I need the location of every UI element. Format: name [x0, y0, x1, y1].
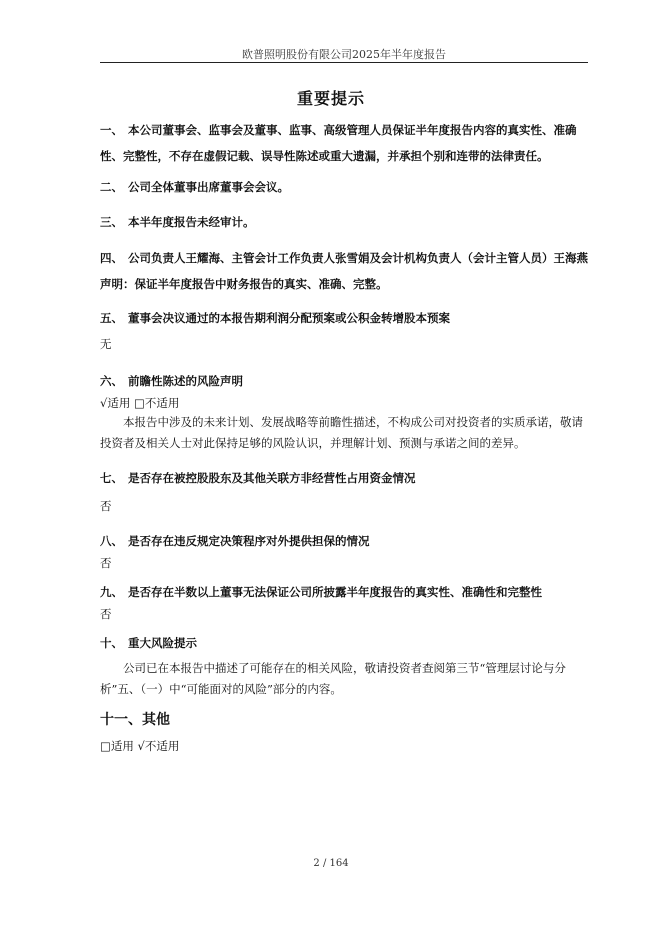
page-number: 2 / 164 — [313, 858, 349, 869]
item-9-answer: 否 — [100, 607, 112, 621]
item-3 — [100, 209, 592, 235]
item-text: 其他 — [142, 712, 170, 728]
item-text: 重大风险提示 — [128, 636, 197, 650]
item-text: 前瞻性陈述的风险声明 — [128, 374, 243, 388]
item-text: 公司负责人王耀海、主管会计工作负责人张雪娟及会计机构负责人（会计主管人员）王海燕声明：保证半年度报告中财务报告的真实、准确、完整。 — [100, 251, 588, 291]
item-number: 七、 — [100, 471, 123, 485]
item-text: 是否存在违反规定决策程序对外提供担保的情况 — [128, 534, 370, 548]
item-text: 本半年度报告未经审计。 — [128, 215, 255, 229]
item-text: 是否存在半数以上董事无法保证公司所披露半年度报告的真实性、准确性和完整性 — [128, 585, 542, 599]
item-number: 八、 — [100, 534, 123, 548]
item-number: 六、 — [100, 374, 123, 388]
item-text: 是否存在被控股股东及其他关联方非经营性占用资金情况 — [128, 471, 416, 485]
item-8-answer: 否 — [100, 556, 112, 570]
item-2 — [100, 174, 592, 200]
item-10-detail: 公司已在本报告中描述了可能存在的相关风险，敬请投资者查阅第三节“管理层讨论与分析”五、（一）中“可能面对的风险”部分的内容。 — [100, 661, 566, 696]
item-6-detail: 本报告中涉及的未来计划、发展战略等前瞻性描述，不构成公司对投资者的实质承诺，敬请投资者及相关人士对此保持足够的风险认识，并理解计划、预测与承诺之间的差异。 — [100, 415, 583, 450]
item-number: 三、 — [100, 215, 123, 229]
page-header: 欧普照明股份有限公司2025年半年度报告 — [242, 48, 446, 61]
item-1 — [100, 117, 592, 169]
item-6-answer: √适用 □不适用 — [100, 396, 180, 410]
item-4 — [100, 245, 592, 297]
item-text: 公司全体董事出席董事会会议。 — [128, 180, 289, 194]
item-5 — [100, 305, 592, 331]
item-number: 五、 — [100, 311, 123, 325]
item-number: 九、 — [100, 585, 123, 599]
item-number: 一、 — [100, 123, 123, 137]
item-10 — [100, 630, 592, 656]
item-text: 董事会决议通过的本报告期利润分配预案或公积金转增股本预案 — [128, 311, 450, 325]
item-number: 二、 — [100, 180, 123, 194]
item-7-answer: 否 — [100, 499, 112, 513]
item-number: 十、 — [100, 636, 123, 650]
item-text: 本公司董事会、监事会及董事、监事、高级管理人员保证半年度报告内容的真实性、准确性、完整性，不存在虚假记载、误导性陈述或重大遗漏，并承担个别和连带的法律责任。 — [100, 123, 577, 163]
item-number: 四、 — [100, 251, 123, 265]
item-number: 十一、 — [100, 712, 142, 728]
header-divider — [100, 62, 588, 63]
item-7 — [100, 465, 592, 491]
item-11-answer: □适用 √不适用 — [100, 739, 180, 753]
item-11 — [100, 707, 592, 733]
item-5-answer: 无 — [100, 337, 112, 351]
page-title: 重要提示 — [296, 89, 365, 108]
